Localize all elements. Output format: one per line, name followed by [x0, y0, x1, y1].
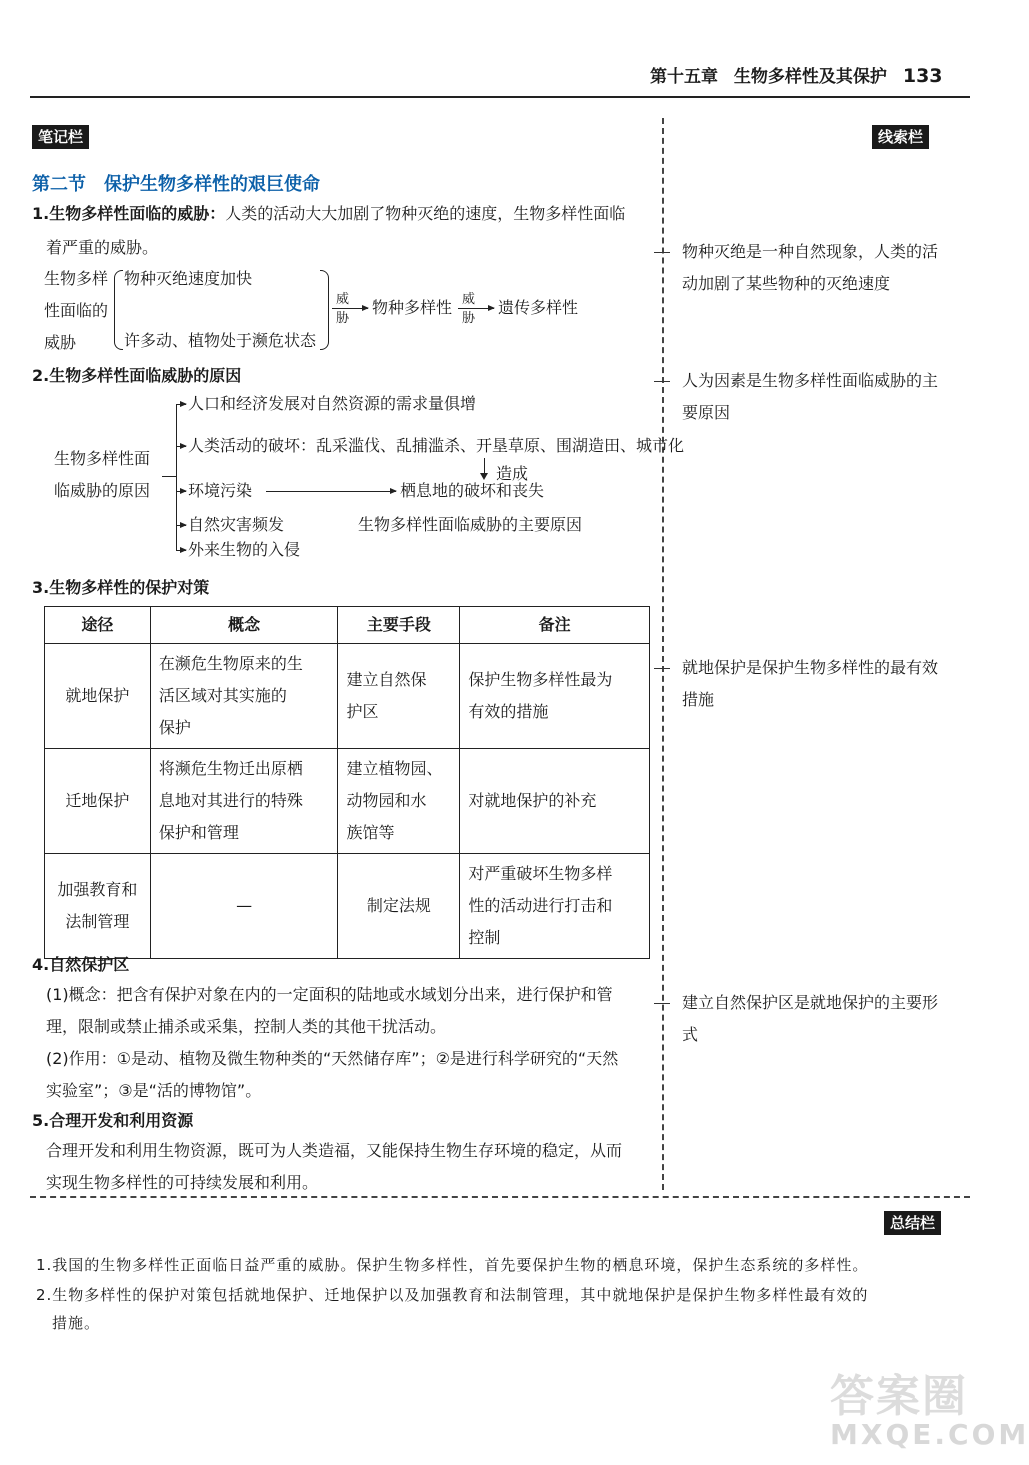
table-cell-concept	[150, 749, 338, 854]
threat-arrow2-label: 威胁	[462, 292, 476, 326]
chapter-label: 第十五章	[650, 67, 718, 87]
summary-line-2: 2.生物多样性的保护对策包括就地保护、迁地保护以及加强教育和法制管理，其中就地保护是保护生物多样性最有效的	[36, 1286, 869, 1304]
table-header-cell: 途径	[45, 607, 151, 644]
cause-connector	[162, 476, 176, 477]
cell-line: 建立植物园、	[346, 759, 443, 778]
threat-diagram-left-1: 生物多样	[44, 269, 109, 288]
cue-marker	[654, 1003, 670, 1004]
summary-line-3: 措施。	[52, 1314, 101, 1332]
reserve-line-3: (2)作用：①是动、植物及微生物种类的“天然储存库”；②是进行科学研究的“天然	[46, 1049, 619, 1068]
cue-note-1: 物种灭绝是一种自然现象，人类的活动加剧了某些物种的灭绝速度	[682, 242, 939, 293]
table-cell-note	[460, 644, 650, 749]
table-row	[45, 854, 650, 959]
table-cell-note	[460, 749, 650, 854]
table-header-cell: 备注	[460, 607, 650, 644]
notes-column-label: 笔记栏	[32, 125, 89, 149]
cause-trunk	[176, 404, 177, 550]
threat-right-brace	[320, 270, 329, 350]
cause-item-2: 人类活动的破坏：乱采滥伐、乱捕滥杀、开垦草原、围湖造田、城市化	[188, 436, 685, 455]
cell-line: 活区域对其实施的	[158, 686, 287, 705]
reserve-line-2: 理，限制或禁止捕杀或采集，控制人类的其他干扰活动。	[46, 1017, 447, 1036]
cue-note-3: 就地保护是保护生物多样性的最有效措施	[682, 658, 939, 709]
strategy-heading: 3.生物多样性的保护对策	[32, 578, 210, 597]
reserve-heading: 4.自然保护区	[32, 955, 130, 974]
table-cell-way: 迁地保护	[45, 749, 151, 854]
threat-end: 遗传多样性	[498, 298, 579, 317]
cause-item-3: 环境污染	[188, 481, 253, 500]
table-row	[45, 749, 650, 854]
cause-item-5: 外来生物的入侵	[188, 540, 301, 559]
cue-note-2: 人为因素是生物多样性面临威胁的主要原因	[682, 371, 939, 422]
cue-marker	[654, 381, 670, 382]
cause-arrow-2	[176, 446, 186, 447]
threat-diagram-left-2: 性面临的	[44, 301, 109, 320]
table-cell-concept	[150, 644, 338, 749]
cell-line: 加强教育和	[57, 880, 138, 899]
cause-pollution-arrow	[266, 491, 396, 492]
cell-line: 保护	[158, 718, 191, 737]
cell-line: 保护和管理	[158, 823, 239, 842]
table-row	[45, 644, 650, 749]
cell-line: 动物园和水	[346, 791, 427, 810]
table-cell-means	[338, 749, 460, 854]
cell-line: 将濒危生物迁出原栖	[158, 759, 303, 778]
table-header-cell: 概念	[150, 607, 338, 644]
cause-arrow-4	[176, 525, 186, 526]
page-number: 133	[902, 65, 943, 87]
cause-left-1: 生物多样性面	[54, 449, 151, 468]
watermark-url: MXQE.COM	[830, 1418, 1029, 1451]
table-cell-note	[460, 854, 650, 959]
threat-bottom-item: 许多动、植物处于濒危状态	[124, 331, 317, 350]
table-cell-means: 制定法规	[338, 854, 460, 959]
table-cell-means	[338, 644, 460, 749]
cause-arrow-3	[176, 491, 186, 492]
cell-line: 护区	[346, 702, 379, 721]
cell-line: 在濒危生物原来的生	[158, 654, 303, 673]
cause-item-1: 人口和经济发展对自然资源的需求量俱增	[188, 394, 477, 413]
cues-column-label: 线索栏	[872, 125, 929, 149]
threat-paragraph	[32, 203, 625, 225]
cell-line: 性的活动进行打击和	[468, 896, 613, 915]
threat-heading: 1.生物多样性面临的威胁：	[32, 204, 226, 223]
reserve-line-4: 实验室”；③是“活的博物馆”。	[46, 1081, 262, 1100]
threat-mid: 物种多样性	[372, 298, 453, 317]
cell-line: 法制管理	[65, 912, 130, 931]
cause-heading: 2.生物多样性面临威胁的原因	[32, 366, 242, 385]
threat-arrow2	[458, 308, 494, 309]
cue-note-4: 建立自然保护区是就地保护的主要形式	[682, 993, 939, 1044]
threat-arrow1	[332, 308, 368, 309]
cue-marker	[654, 668, 670, 669]
cell-line: 有效的措施	[468, 702, 549, 721]
column-divider	[662, 118, 664, 1190]
watermark-logo: 答案圈	[830, 1371, 968, 1422]
table-header-cell: 主要手段	[338, 607, 460, 644]
resource-line-2: 实现生物多样性的可持续发展和利用。	[46, 1173, 319, 1192]
threat-text: 人类的活动大大加剧了物种灭绝的速度，生物多样性面临	[225, 204, 626, 223]
reserve-line-1: (1)概念：把含有保护对象在内的一定面积的陆地或水域划分出来，进行保护和管	[46, 985, 613, 1004]
chapter-title: 生物多样性及其保护	[733, 67, 887, 87]
cause-result: 栖息地的破坏和丧失	[400, 481, 545, 500]
cause-down-arrow	[480, 473, 488, 480]
threat-left-brace	[114, 270, 123, 350]
cell-line: 息地对其进行的特殊	[158, 791, 303, 810]
section-title: 第二节 保护生物多样性的艰巨使命	[32, 174, 320, 195]
strategy-table	[44, 606, 650, 959]
cell-line: 对严重破坏生物多样	[468, 864, 613, 883]
summary-column-label: 总结栏	[884, 1211, 941, 1235]
threat-diagram-left-3: 威胁	[44, 333, 77, 352]
table-cell-way: 就地保护	[45, 644, 151, 749]
resource-line-1: 合理开发和利用生物资源，既可为人类造福，又能保持生物生存环境的稳定，从而	[46, 1141, 623, 1160]
table-cell-way	[45, 854, 151, 959]
threat-arrow1-label: 威胁	[336, 292, 350, 326]
cue-marker	[654, 252, 670, 253]
summary-line-1: 1.我国的生物多样性正面临日益严重的威胁。保护生物多样性，首先要保护生物的栖息环境，保护生态系统的多样性。	[36, 1256, 869, 1274]
cell-line: 建立自然保	[346, 670, 427, 689]
threat-text-cont: 着严重的威胁。	[46, 238, 159, 257]
resource-heading: 5.合理开发和利用资源	[32, 1111, 194, 1130]
cause-left-2: 临威胁的原因	[54, 481, 151, 500]
summary-divider	[30, 1196, 970, 1198]
cause-arrow-5	[176, 550, 186, 551]
threat-top-item: 物种灭绝速度加快	[124, 269, 253, 288]
page-header	[650, 62, 943, 87]
cell-line: 保护生物多样性最为	[468, 670, 613, 689]
cell-line: 对就地保护的补充	[468, 791, 597, 810]
table-header-row	[45, 607, 650, 644]
cause-item-4: 自然灾害频发	[188, 515, 285, 534]
table-cell-concept: —	[150, 854, 338, 959]
cell-line: 族馆等	[346, 823, 395, 842]
cell-line: 控制	[468, 928, 501, 947]
cause-main-reason: 生物多样性面临威胁的主要原因	[358, 515, 583, 534]
cause-result-label: 造成	[496, 464, 529, 483]
cause-arrow-1	[176, 404, 186, 405]
header-rule	[30, 96, 970, 98]
